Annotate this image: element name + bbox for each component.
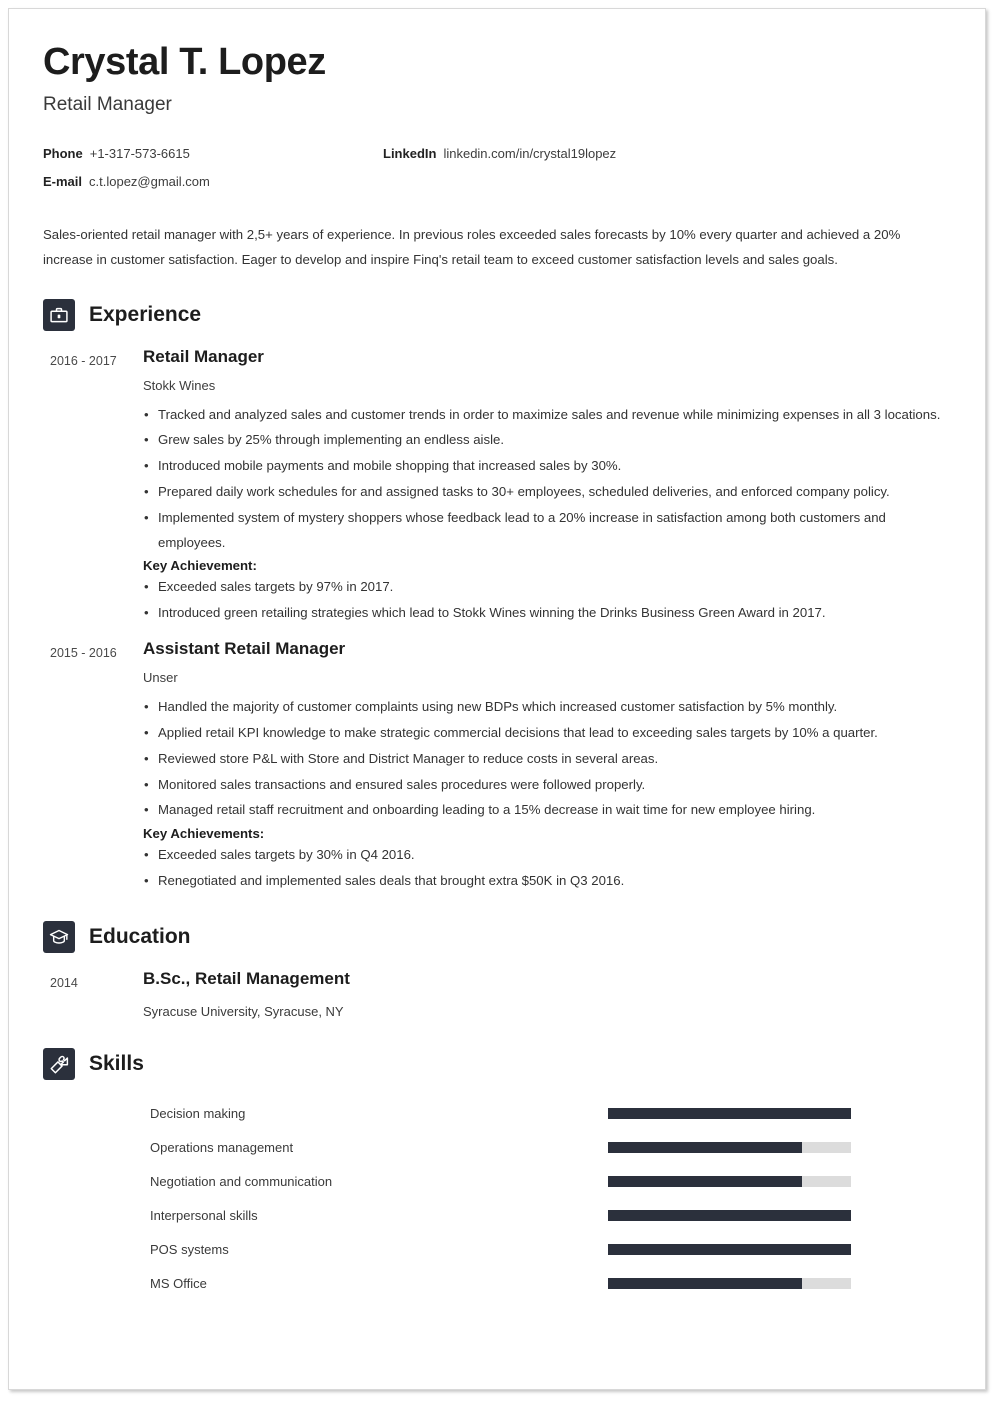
section-header-education <box>43 921 951 953</box>
achievement-item: • Exceeded sales targets by 30% in Q4 2016. <box>143 843 951 868</box>
bullet-item: • Introduced mobile payments and mobile shopping that increased sales by 30%. <box>143 454 951 479</box>
entry-dates: 2014 <box>50 975 78 990</box>
bullet-item: • Prepared daily work schedules for and assigned tasks to 30+ employees, scheduled deliveries, and enforced company policy. <box>143 480 951 505</box>
linkedin-field <box>383 146 616 161</box>
linkedin-label: LinkedIn <box>383 145 437 161</box>
entry-body <box>143 347 951 628</box>
skill-level-bar <box>608 1210 851 1221</box>
puzzle-piece-icon <box>43 1048 75 1080</box>
skill-label: Interpersonal skills <box>150 1207 258 1223</box>
phone-label: Phone <box>43 145 83 161</box>
entry-role: Retail Manager <box>143 346 264 366</box>
education-school: Syracuse University, Syracuse, NY <box>143 1003 344 1019</box>
achievement-item: • Introduced green retailing strategies which lead to Stokk Wines winning the Drinks Business Green Award in 2017. <box>143 601 951 626</box>
skill-label: Decision making <box>150 1105 246 1121</box>
skill-level-bar <box>608 1244 851 1255</box>
phone-field <box>43 146 383 161</box>
experience-entry <box>43 347 951 628</box>
skill-level-fill <box>608 1176 802 1187</box>
entry-body <box>143 639 951 895</box>
email-label: E-mail <box>43 173 83 189</box>
email-value[interactable]: c.t.lopez@gmail.com <box>89 173 210 189</box>
skill-row <box>43 1232 951 1266</box>
skill-row <box>43 1164 951 1198</box>
section-header-skills <box>43 1048 951 1080</box>
skills-list <box>43 1096 951 1300</box>
entry-bullets <box>143 695 951 823</box>
skill-level-bar <box>608 1142 851 1153</box>
skill-row <box>43 1198 951 1232</box>
skill-level-fill <box>608 1142 802 1153</box>
contact-details <box>43 146 951 189</box>
section-title-experience: Experience <box>89 302 202 326</box>
contact-row-1 <box>43 146 951 161</box>
skill-level-bar <box>608 1176 851 1187</box>
email-field <box>43 174 383 189</box>
linkedin-value[interactable]: linkedin.com/in/crystal19lopez <box>443 145 617 161</box>
skill-label: Negotiation and communication <box>150 1173 333 1189</box>
skill-row <box>43 1130 951 1164</box>
education-degree: B.Sc., Retail Management <box>143 968 350 988</box>
graduation-cap-icon <box>43 921 75 953</box>
key-achievements-label: Key Achievements: <box>143 826 265 842</box>
achievement-item: • Renegotiated and implemented sales deals that brought extra $50K in Q3 2016. <box>143 869 951 894</box>
contact-row-2 <box>43 174 951 189</box>
entry-achievements <box>143 575 951 626</box>
entry-achievements <box>143 843 951 894</box>
entry-organization: Stokk Wines <box>143 377 216 393</box>
skill-level-bar <box>608 1108 851 1119</box>
education-entry <box>43 969 951 1025</box>
page-title: Crystal T. Lopez <box>43 41 326 83</box>
section-title-skills: Skills <box>89 1052 144 1076</box>
achievement-item: • Exceeded sales targets by 97% in 2017. <box>143 575 951 600</box>
entry-role: Assistant Retail Manager <box>143 639 346 659</box>
skill-level-fill <box>608 1108 851 1119</box>
entry-dates: 2016 - 2017 <box>50 353 117 368</box>
professional-summary: Sales-oriented retail manager with 2,5+ years of experience. In previous roles exceeded sales forecasts by 10% every quarter and achieved a 20% increase in customer satisfaction. Eager to develop and inspire Finq's retail team to exceed customer satisfaction levels and sales goals. <box>43 226 901 268</box>
briefcase-icon <box>43 299 75 331</box>
skill-label: Operations management <box>150 1139 294 1155</box>
skill-level-bar <box>608 1278 851 1289</box>
skill-label: POS systems <box>150 1241 229 1257</box>
bullet-item: • Monitored sales transactions and ensured sales procedures were followed properly. <box>143 773 951 798</box>
bullet-item: • Grew sales by 25% through implementing an endless aisle. <box>143 428 951 453</box>
skill-level-fill <box>608 1244 851 1255</box>
entry-organization: Unser <box>143 670 178 686</box>
skill-level-fill <box>608 1210 851 1221</box>
key-achievements-label: Key Achievement: <box>143 558 257 574</box>
entry-body <box>143 969 951 1025</box>
resume-page <box>8 8 986 1390</box>
skill-label: MS Office <box>150 1275 207 1291</box>
section-header-experience <box>43 299 951 331</box>
job-title: Retail Manager <box>43 93 172 115</box>
experience-entry <box>43 639 951 895</box>
skill-level-fill <box>608 1278 802 1289</box>
skill-row <box>43 1096 951 1130</box>
bullet-item: • Tracked and analyzed sales and customer trends in order to maximize sales and revenue while minimizing expenses in all 3 locations. <box>143 403 951 428</box>
bullet-item: • Reviewed store P&L with Store and District Manager to reduce costs in several areas. <box>143 747 951 772</box>
bullet-item: • Implemented system of mystery shoppers whose feedback lead to a 20% increase in satisfaction among both customers and employees. <box>143 506 951 556</box>
phone-value: +1-317-573-6615 <box>89 145 190 161</box>
bullet-item: • Managed retail staff recruitment and onboarding leading to a 15% decrease in wait time for new employee hiring. <box>143 798 951 823</box>
skill-row <box>43 1266 951 1300</box>
entry-dates: 2015 - 2016 <box>50 646 117 661</box>
bullet-item: • Applied retail KPI knowledge to make strategic commercial decisions that lead to exceeding sales targets by 10% a quarter. <box>143 721 951 746</box>
section-title-education: Education <box>89 924 191 948</box>
entry-bullets <box>143 403 951 556</box>
bullet-item: • Handled the majority of customer complaints using new BDPs which increased customer satisfaction by 5% monthly. <box>143 695 951 720</box>
